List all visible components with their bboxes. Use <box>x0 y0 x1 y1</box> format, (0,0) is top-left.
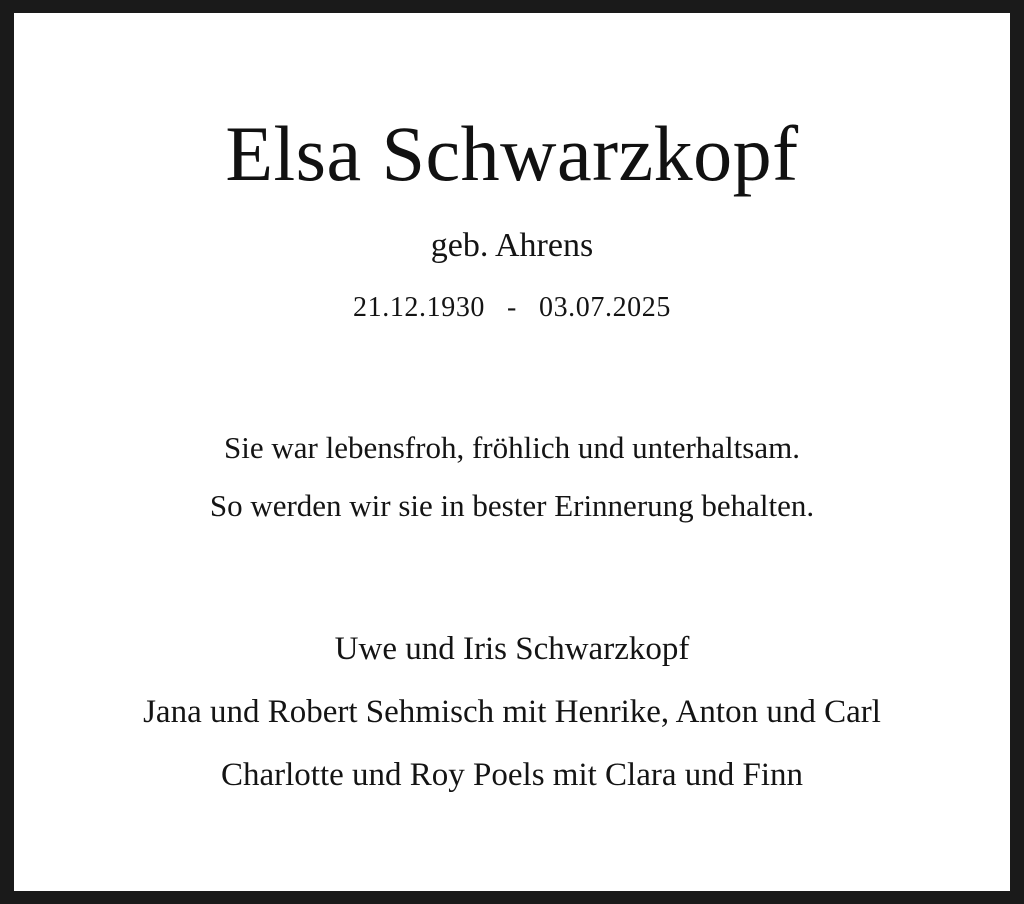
obituary-notice-card <box>14 13 1010 891</box>
death-date: 03.07.2025 <box>538 292 671 323</box>
survivors-list <box>143 633 881 792</box>
birth-date: 21.12.1930 <box>353 292 486 323</box>
survivor-line-2: Jana und Robert Sehmisch mit Henrike, Anton und Carl <box>143 694 881 730</box>
deceased-name: Elsa Schwarzkopf <box>225 110 799 197</box>
survivor-line-1: Uwe und Iris Schwarzkopf <box>334 631 690 667</box>
date-separator: - <box>507 292 517 323</box>
life-dates <box>353 294 671 322</box>
verse-line-1: Sie war lebensfroh, fröhlich und unterhaltsam. <box>224 430 800 465</box>
verse-line-2: So werden wir sie in bester Erinnerung behalten. <box>209 488 815 523</box>
memorial-verse <box>210 432 814 521</box>
survivor-line-3: Charlotte und Roy Poels mit Clara und Finn <box>220 757 804 793</box>
maiden-name: geb. Ahrens <box>430 227 594 264</box>
